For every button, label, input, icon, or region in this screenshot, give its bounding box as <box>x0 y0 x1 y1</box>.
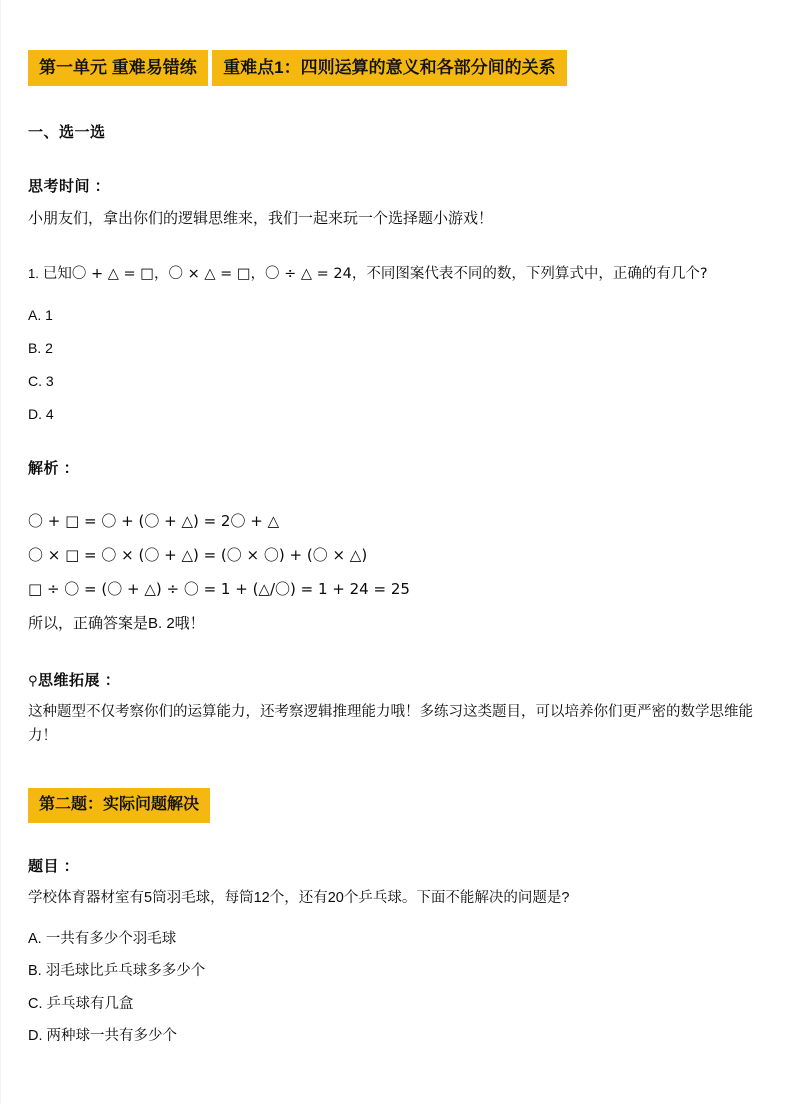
question-1-options <box>28 308 772 421</box>
thinking-extension-label <box>28 669 772 690</box>
question-1-number: 1. <box>28 266 39 282</box>
option-c[interactable]: C. 3 <box>28 373 54 390</box>
analysis-formulas <box>28 514 772 631</box>
option-a[interactable]: A. 1 <box>28 307 53 324</box>
section-one-label: 一、选一选 <box>28 124 106 141</box>
keypoint-title-badge: 重难点1：四则运算的意义和各部分间的关系 <box>212 50 566 86</box>
option-a[interactable]: A. 一共有多少个羽毛球 <box>28 930 177 947</box>
think-time-body: 小朋友们，拿出你们的逻辑思维来，我们一起来玩一个选择题小游戏！ <box>28 210 494 227</box>
question-1-text <box>28 263 772 286</box>
section-two-title-badge: 第二题：实际问题解决 <box>28 788 210 823</box>
analysis-label: 解析 ： <box>28 460 80 478</box>
option-d[interactable]: D. 4 <box>28 406 54 423</box>
think-time-label: 思考时间 ： <box>28 178 111 195</box>
question-2-options <box>28 932 772 1044</box>
thinking-extension-label-text: 思维拓展 ： <box>38 672 121 690</box>
formula-line-2: 〇 × □ = 〇 × (〇 + △) = (〇 × 〇) + (〇 × △) <box>28 546 368 565</box>
unit-title-badge: 第一单元 重难易错练 <box>28 50 208 86</box>
formula-line-1: 〇 + □ = 〇 + (〇 + △) = 2〇 + △ <box>28 512 280 531</box>
thinking-extension-body: 这种题型不仅考察你们的运算能力，还考察逻辑推理能力哦！多练习这类题目，可以培养你们更严密的数学思维能力！ <box>28 704 753 744</box>
question-2-prompt-body: 学校体育器材室有5筒羽毛球，每筒12个，还有20个乒乓球。下面不能解决的问题是? <box>28 890 570 907</box>
question-1-body: 已知〇 + △ = □，〇 × △ = □，〇 ÷ △ = 24，不同图案代表不同的数，下列算式中，正确的有几个? <box>42 266 708 283</box>
question-2-prompt-label: 题目 ： <box>28 858 80 876</box>
formula-line-3: □ ÷ 〇 = (〇 + △) ÷ 〇 = 1 + (△/〇) = 1 + 24 = 25 <box>28 580 410 599</box>
option-b[interactable]: B. 羽毛球比乒乓球多多少个 <box>28 963 206 980</box>
option-c[interactable]: C. 乒乓球有几盒 <box>28 995 134 1012</box>
lightbulb-icon: ⚲ <box>28 674 39 690</box>
analysis-conclusion: 所以，正确答案是B. 2哦！ <box>28 615 205 633</box>
option-d[interactable]: D. 两种球一共有多少个 <box>28 1028 178 1045</box>
option-b[interactable]: B. 2 <box>28 340 53 357</box>
